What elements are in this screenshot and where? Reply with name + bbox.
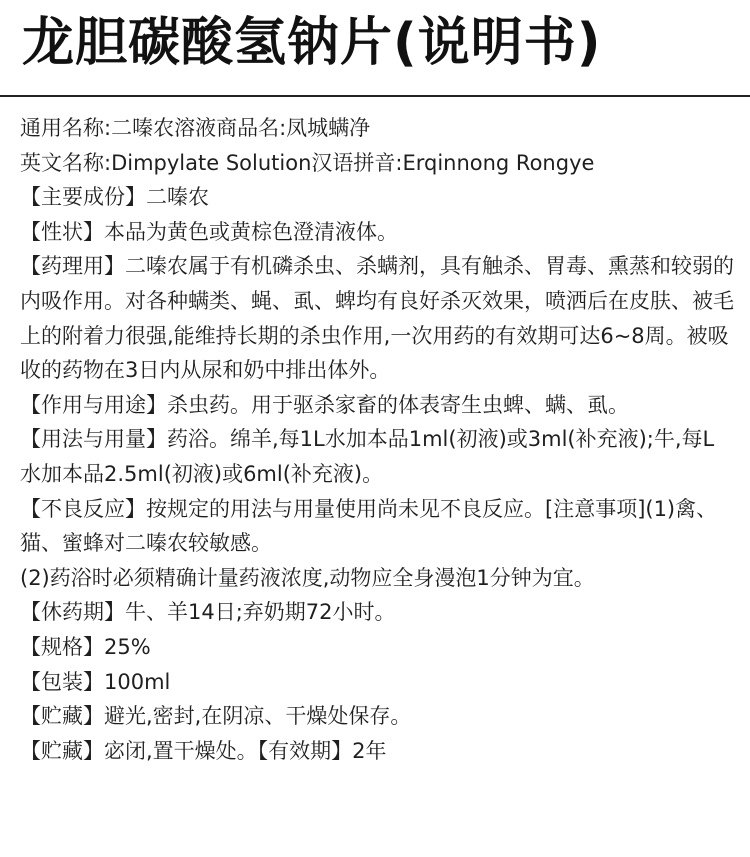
indications-line: 【作用与用途】杀虫药。用于驱杀家畜的体表寄生虫蜱、螨、虱。 (20, 392, 629, 417)
generic-name-line: 通用名称:二嗪农溶液商品名:凤城螨净 (20, 116, 371, 140)
title-divider (0, 95, 750, 97)
appearance-line: 【性状】本品为黄色或黄棕色澄清液体。 (20, 219, 398, 244)
ingredients-line: 【主要成份】二嗪农 (20, 185, 209, 210)
package-line: 【包装】100ml (20, 669, 171, 694)
page-title: 龙胆碳酸氢钠片(说明书) (22, 13, 602, 73)
dosage-paragraph: 【用法与用量】药浴。绵羊,每1L水加本品1ml(初液)或3ml(补充液);牛,每L水加本品2.5ml(初液)或6ml(补充液)。 (20, 427, 715, 486)
adverse-reactions-paragraph: 【不良反应】按规定的用法与用量使用尚未见不良反应。[注意事项](1)禽、猫、蜜蜂对二嗪农较敏感。 (20, 496, 718, 556)
specification-line: 【规格】25% (20, 634, 151, 659)
precaution-line: (2)药浴时必须精确计量药液浓度,动物应全身漫泡1分钟为宜。 (20, 565, 595, 590)
instruction-body (20, 111, 735, 768)
storage-expiry-line: 【贮藏】宓闭,置干燥处。【有效期】2年 (20, 738, 387, 763)
pharmacology-paragraph: 【药理用】二嗪农属于有机磷杀虫、杀螨剂，具有触杀、胃毒、熏蒸和较弱的内吸作用。对各种螨类、蝇、虱、蜱均有良好杀灭效果，喷洒后在皮肤、被毛上的附着力很强,能维持长期的杀虫作用,一次用药的有效期可达6~8周。被吸收的药物在3日内从尿和奶中排出体外。 (20, 254, 734, 383)
withdrawal-line: 【休药期】牛、羊14日;弃奶期72小时。 (20, 600, 396, 625)
storage-line: 【贮藏】避光,密封,在阴凉、干燥处保存。 (20, 704, 412, 729)
english-name-line: 英文名称:Dimpylate Solution汉语拼音:Erqinnong Rongye (20, 150, 595, 175)
